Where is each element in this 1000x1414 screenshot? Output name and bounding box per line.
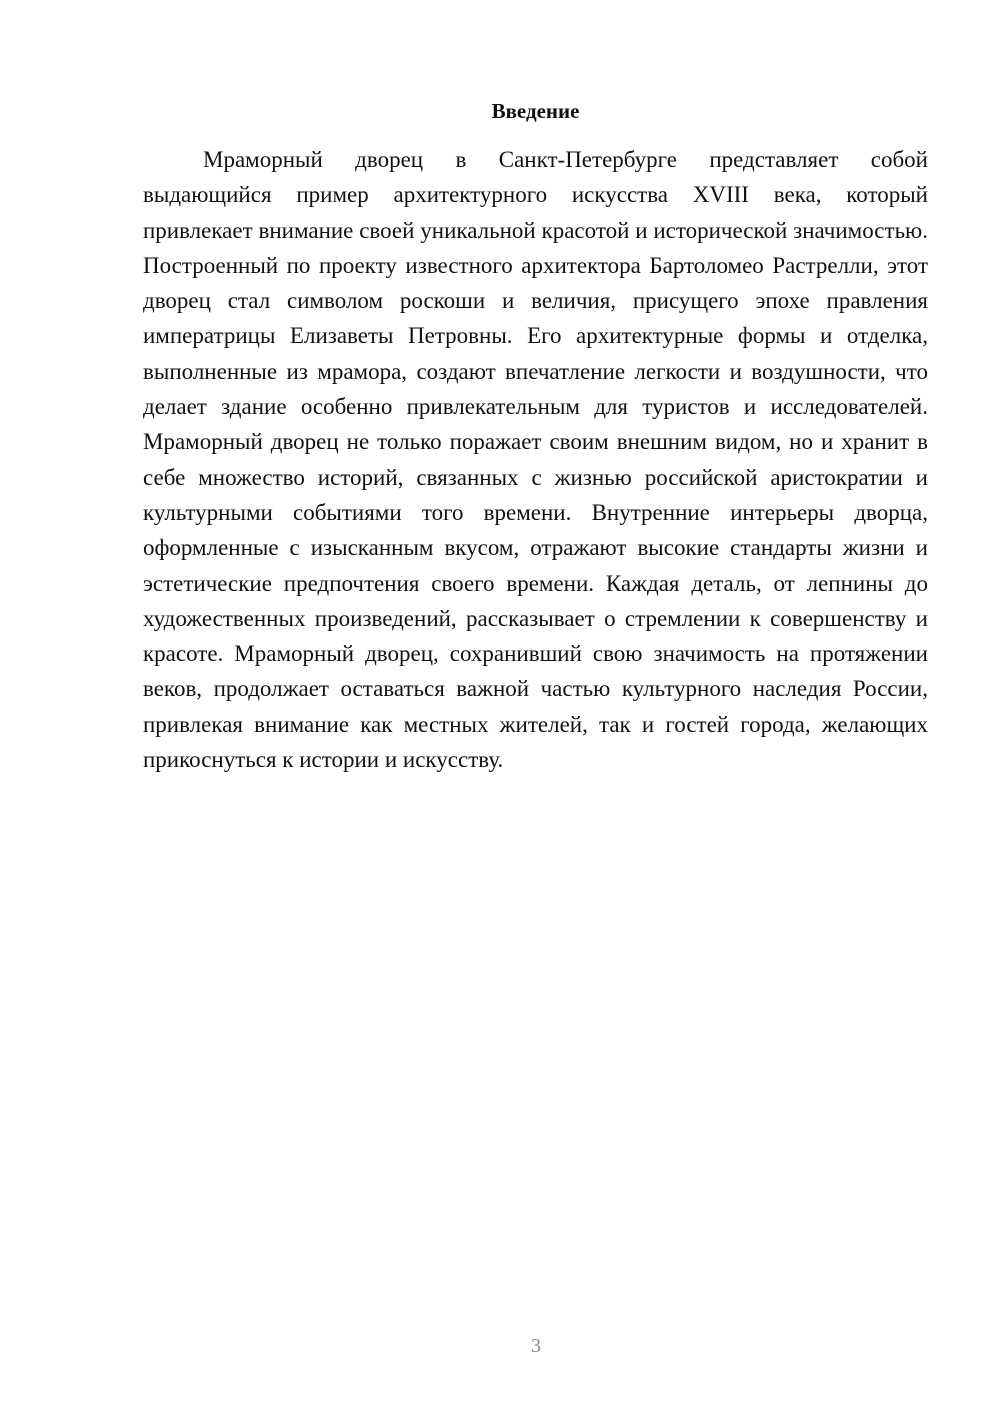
page-number: 3: [531, 1335, 541, 1357]
body-paragraph: Мраморный дворец в Санкт-Петербурге представляет собой выдающийся пример архитектурного искусства XVIII века, который привлекает внимание своей уникальной красотой и исторической значимостью. Построенный по проекту известного архитектора Бартоломео Растрелли, этот дворец стал символом роскоши и величия, присущего эпохе правления императрицы Елизаветы Петровны. Его архитектурные формы и отделка, выполненные из мрамора, создают впечатление легкости и воздушности, что делает здание особенно привлекательным для туристов и исследователей. Мраморный дворец не только поражает своим внешним видом, но и хранит в себе множество историй, связанных с жизнью российской аристократии и культурными событиями того времени. Внутренние интерьеры дворца, оформленные с изысканным вкусом, отражают высокие стандарты жизни и эстетические предпочтения своего времени. Каждая деталь, от лепнины до художественных произведений, рассказывает о стремлении к совершенству и красоте. Мраморный дворец, сохранивший свою значимость на протяжении веков, продолжает оставаться важной частью культурного наследия России, привлекая внимание как местных жителей, так и гостей города, желающих прикоснуться к истории и искусству.: [143, 147, 928, 773]
section-heading: Введение: [491, 99, 580, 123]
